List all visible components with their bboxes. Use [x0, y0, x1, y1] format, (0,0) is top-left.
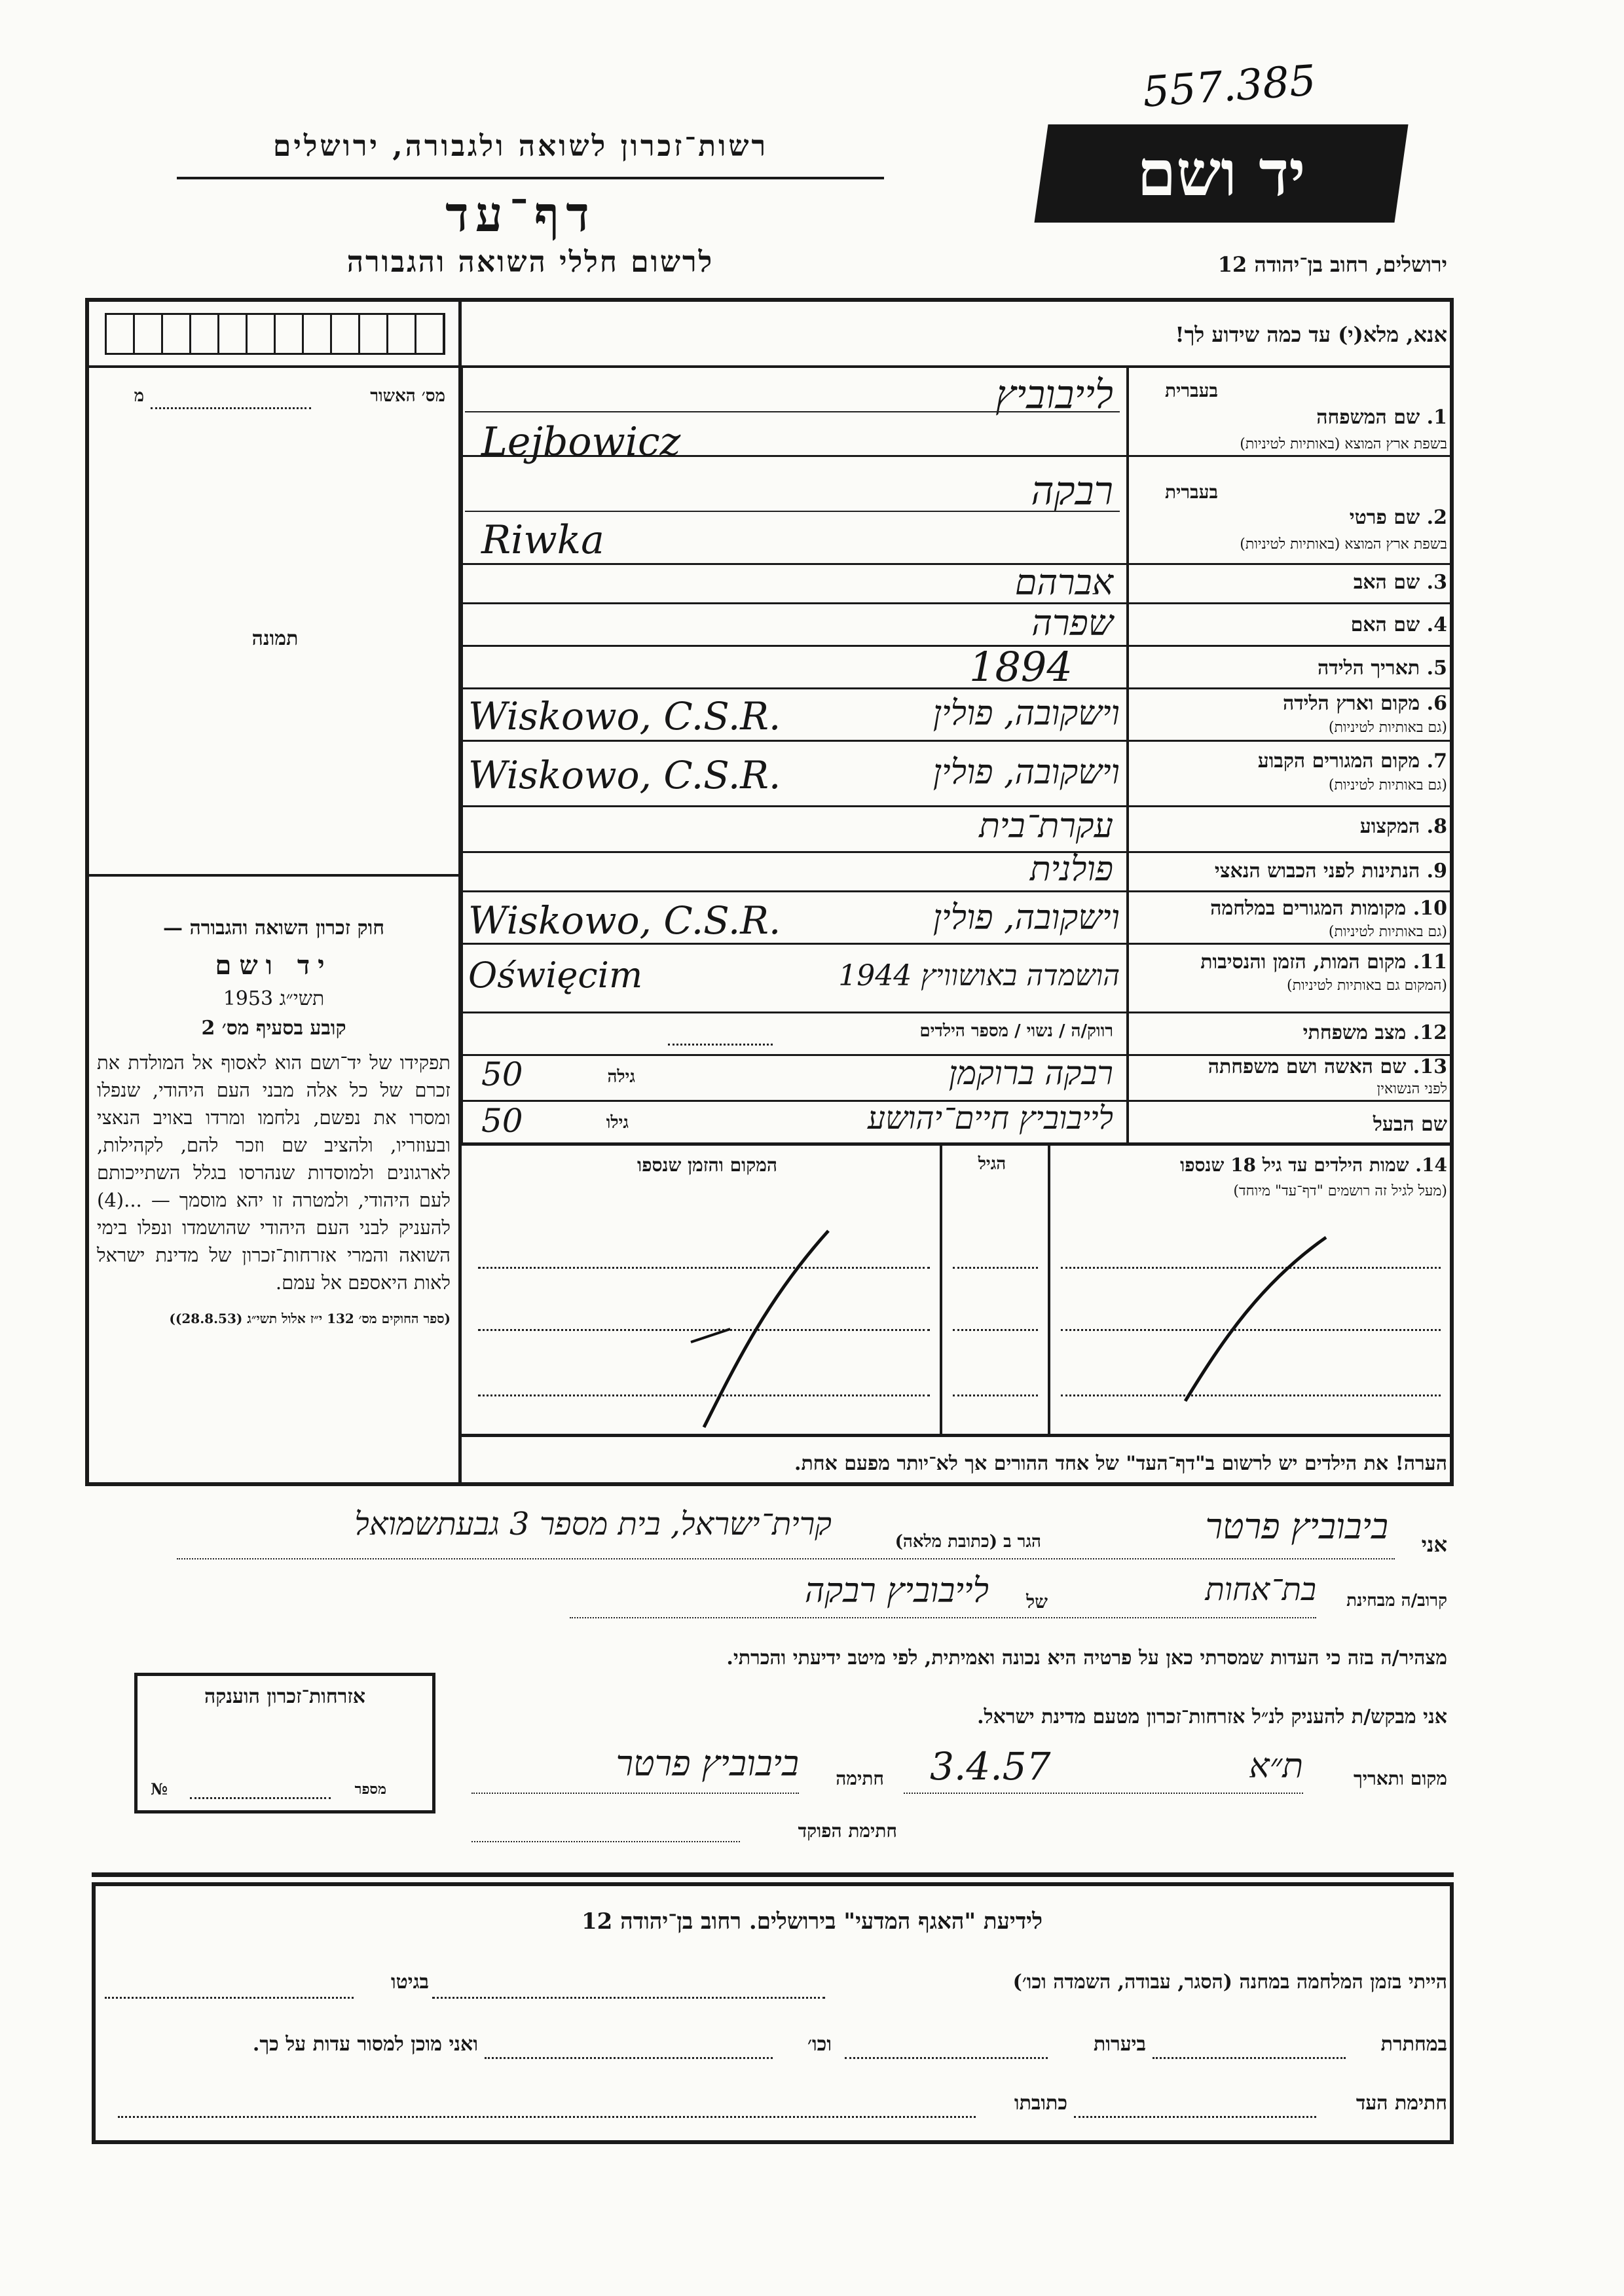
footer-line1-start: הייתי בזמן המלחמה במחנה (הסגר, עבודה, השמדה וכו׳)	[1012, 1971, 1447, 1994]
decl-declare-text: מצהיר/ה בזה כי העדות שמסרתי כאן על פרטיה היא נכונה ואמיתית, לפי מיטב ידיעתי והכרתי.	[726, 1647, 1447, 1669]
photo-label: תמונה	[251, 627, 299, 650]
row-sep	[462, 740, 1454, 742]
decl-ani-label: אני	[1421, 1532, 1447, 1557]
husband-value[interactable]: לייבוביץ חיים־יהושע	[867, 1100, 1113, 1137]
decl-signature-label: חתימה	[836, 1768, 884, 1789]
field-1-mid-line	[465, 411, 1120, 412]
children-note: הערה! את הילדים יש לרשום ב"דף־העד" של אחד ההורים אך לא־יותר מפעם אחת.	[794, 1452, 1447, 1475]
field-11-value-hebrew[interactable]: הושמדה באושוויץ 1944	[838, 959, 1120, 993]
field-10-value-hebrew[interactable]: וישקובה, פולין	[932, 898, 1120, 938]
law-clause: קובע בסעיף מס׳ 2	[201, 1017, 346, 1040]
field-1-sub-latin: בשפת ארץ המוצא (באותיות לטיניות)	[1240, 436, 1447, 452]
field-13-age-label: גילה	[607, 1067, 635, 1087]
serial-number: 557.385	[1141, 56, 1318, 117]
field-7-value-hebrew[interactable]: וישקובה, פולין	[932, 753, 1120, 792]
doc-title: דף־עד	[445, 187, 596, 243]
footer-line2-etc: וכו׳	[807, 2033, 832, 2056]
field-11-label: 11. מקום המות, הזמן והנסיבות	[1200, 951, 1447, 974]
children-age-header: הגיל	[978, 1154, 1006, 1174]
field-10-value-latin[interactable]: Wiskowo, C.S.R.	[468, 898, 781, 943]
law-text	[97, 917, 451, 1327]
field-3-value[interactable]: אברהם	[1014, 562, 1113, 603]
field-7-sub: (גם באותיות לטיניות)	[1328, 777, 1447, 793]
authority-title: רשות־זכרון לשואה ולגבורה, ירושלים	[272, 130, 769, 163]
footer-line1-ghetto: בגיטו	[390, 1971, 429, 1994]
field-11-value-latin[interactable]: Oświęcim	[468, 955, 643, 996]
decl-place-date-label: מקום ותאריך	[1353, 1768, 1447, 1789]
decl-request-text: אני מבקש/ת להעניק לנ״ל אזרחות־זכרון מטעם מדינת ישראל.	[977, 1705, 1447, 1728]
row-sep	[462, 890, 1454, 892]
instructions-row-bottom	[462, 365, 1454, 368]
decl-relative-name[interactable]: לייבוביץ רבקה	[804, 1571, 989, 1611]
law-title: חוק זכרון השואה והגבורה —	[163, 917, 384, 939]
children-table-bottom	[462, 1434, 1454, 1437]
yad-vashem-logo: יד ושם	[1034, 124, 1408, 223]
field-7-value-latin[interactable]: Wiskowo, C.S.R.	[468, 753, 781, 797]
field-6-value-latin[interactable]: Wiskowo, C.S.R.	[468, 694, 781, 738]
field-5-value[interactable]: 1894	[969, 643, 1073, 691]
decl-of-label: של	[1026, 1591, 1048, 1613]
decl-resides-label: הגר ב (כתובת מלאה)	[895, 1532, 1041, 1552]
footer-heading: לידיעת "האגף המדעי" בירושלים. רחוב בן־יהודה 12	[581, 1908, 1043, 1935]
decl-line-3	[904, 1793, 1303, 1794]
field-7-label: 7. מקום המגורים הקבוע	[1257, 750, 1447, 773]
field-10-sub: (גם באותיות לטיניות)	[1328, 924, 1447, 940]
field-4-label: 4. שם האם	[1350, 613, 1447, 636]
footer-witness-signature-line[interactable]	[1074, 2116, 1316, 2118]
law-year: תשי״ג 1953	[223, 987, 325, 1010]
field-13-age-value[interactable]: 50	[481, 1055, 523, 1093]
row-sep	[462, 1011, 1454, 1013]
footer-address-line[interactable]	[118, 2116, 976, 2118]
approval-label: מס׳ האשור	[370, 386, 445, 406]
field-2-sub-hebrew: בעברית	[1164, 481, 1218, 503]
law-body: תפקידו של יד־ושם הוא לאסוף אל המולדת את זכרם של כל אלה מבני העם היהודי, שנפלו ומסרו את נפשם, נלחמו ומרדו באויב הנאצי ובעוזריו, ולהציב שם וזכר להם, לקהילות, לארגונים ולמוסדות שנהרסו בגלל השתייכותם לעם היהודי, ולמטרה זו יהא מוסמך — ...(4) להעניק לבני העם היהודי שהושמדו ונפלו בימי השואה והמרי אזרחות־זכרון של מדינת ישראל לאות היאספם אל עמם.	[97, 1051, 451, 1294]
decl-declarant-name[interactable]: ביבוביץ פרטר	[1205, 1506, 1388, 1547]
field-1-label: 1. שם המשפחה	[1316, 406, 1447, 429]
approval-number-line[interactable]	[151, 407, 311, 409]
footer-line2-forests: ביערות	[1093, 2033, 1146, 2056]
approval-row-bottom	[85, 365, 462, 368]
address: ירושלים, רחוב בן־יהודה 12	[1217, 252, 1447, 277]
decl-relation-value[interactable]: בת־אחות	[1205, 1571, 1316, 1608]
approval-number-boxes[interactable]	[105, 313, 445, 355]
decl-place-value[interactable]: ת״א	[1249, 1747, 1303, 1786]
stamp-box-no-label: №	[151, 1779, 168, 1798]
citizenship-stamp-box	[134, 1673, 435, 1813]
field-4-value[interactable]: שפרה	[1031, 602, 1113, 644]
decl-line-1	[177, 1558, 1395, 1559]
footer-forests-line[interactable]	[845, 2057, 1048, 2059]
stamp-box-number-line	[190, 1797, 331, 1799]
field-8-label: 8. המקצוע	[1359, 815, 1447, 838]
field-2-sub-latin: בשפת ארץ המוצא (באותיות לטיניות)	[1240, 536, 1447, 553]
footer-line2-underground: במחתרת	[1380, 2033, 1447, 2056]
authority-underline	[177, 177, 884, 179]
field-8-value[interactable]: עקרת־בית	[979, 807, 1113, 846]
field-13-label: 13. שם האשה ושם משפחתה	[1208, 1055, 1447, 1078]
field-2-mid-line	[465, 511, 1120, 512]
row-sep	[462, 687, 1454, 689]
footer-underground-line[interactable]	[1153, 2057, 1346, 2059]
husband-age-value[interactable]: 50	[481, 1102, 523, 1140]
instructions: אנא, מלא(י) עד כמה שידוע לך!	[1175, 322, 1447, 347]
law-name: יד ושם	[215, 950, 333, 981]
footer-line3-signature: חתימת העד	[1356, 2092, 1447, 2115]
law-citation: (ספר החוקים מס׳ 132 י״ז אלול תשי״ג (28.8.53))	[169, 1311, 451, 1326]
decl-official-signature-label: חתימת הפוקד	[798, 1820, 897, 1842]
field-10-label: 10. מקומות המגורים במלחמה	[1210, 897, 1447, 920]
stamp-box-title: אזרחות־זכרון הוענקה	[204, 1685, 366, 1708]
husband-age-label: גילו	[606, 1113, 629, 1133]
decl-line-2	[570, 1617, 1316, 1618]
field-6-value-hebrew[interactable]: וישקובה, פולין	[932, 694, 1120, 733]
field-13-sub: לפני הנשואין	[1376, 1081, 1447, 1097]
footer-line2-end: ואני מוכן למסור עדות על כך.	[252, 2033, 478, 2056]
field-5-label: 5. תאריך הלידה	[1318, 657, 1447, 680]
field-3-label: 3. שם האב	[1353, 571, 1447, 594]
field-12-line	[668, 1044, 773, 1046]
field-13-value[interactable]: רבקה ברוקמן	[948, 1054, 1113, 1092]
field-6-label: 6. מקום וארץ הלידה	[1282, 692, 1447, 715]
approval-suffix: מ	[134, 386, 144, 406]
field-1-value-latin[interactable]: Lejbowicz	[481, 419, 681, 465]
label-column-divider	[1126, 367, 1129, 1142]
children-place-header: המקום והזמן שנספו	[637, 1154, 777, 1176]
field-2-value-latin[interactable]: Riwka	[481, 517, 604, 563]
field-9-label: 9. הנתינות לפני הכבוש הנאצי	[1214, 860, 1447, 883]
photo-area-bottom	[85, 874, 462, 877]
decl-address-value[interactable]: קרית־ישראל, בית מספר 3 גבעתשמואל	[354, 1506, 832, 1542]
decl-date-value[interactable]: 3.4.57	[930, 1744, 1051, 1789]
field-12-value[interactable]: רווק/ה / נשוי / מספר הילדים	[919, 1021, 1113, 1041]
tear-line	[92, 1872, 1454, 1877]
value-column-edge	[462, 367, 463, 1142]
children-sub: (מעל לגיל זה רושמים "דף־עד" מיוחד)	[1233, 1183, 1447, 1199]
footer-line3-address: כתובתו	[1014, 2092, 1067, 2115]
row-sep	[462, 645, 1454, 647]
children-label: 14. שמות הילדים עד גיל 18 שנספו	[1180, 1154, 1447, 1176]
field-11-sub: (המקום גם באותיות לטיניות)	[1287, 977, 1447, 994]
row-sep	[462, 943, 1454, 945]
field-9-value[interactable]: פולנית	[1029, 850, 1113, 889]
stamp-box-number-label: מספר	[354, 1781, 386, 1798]
field-1-value-hebrew[interactable]: לייבוביץ	[995, 372, 1113, 418]
field-2-label: 2. שם פרטי	[1349, 506, 1447, 529]
decl-official-line[interactable]	[471, 1841, 740, 1842]
decl-relative-label: קרוב/ה מבחינת	[1346, 1591, 1447, 1611]
decl-signature-value[interactable]: ביבוביץ פרטר	[616, 1743, 799, 1784]
field-12-label: 12. מצב משפחתי	[1302, 1021, 1447, 1044]
field-2-value-hebrew[interactable]: רבקה	[1031, 468, 1113, 514]
child-strike-marks	[462, 1146, 1454, 1434]
field-6-sub: (גם באותיות לטיניות)	[1328, 720, 1447, 736]
husband-label: שם הבעל	[1373, 1113, 1447, 1136]
footer-camp-line[interactable]	[432, 1997, 825, 1999]
footer-ghetto-line[interactable]	[105, 1997, 354, 1999]
decl-sig-line	[471, 1793, 799, 1794]
field-1-sub-hebrew: בעברית	[1164, 380, 1218, 401]
footer-etc-line[interactable]	[485, 2057, 773, 2059]
doc-subtitle: לרשום חללי השואה והגבורה	[346, 246, 714, 279]
